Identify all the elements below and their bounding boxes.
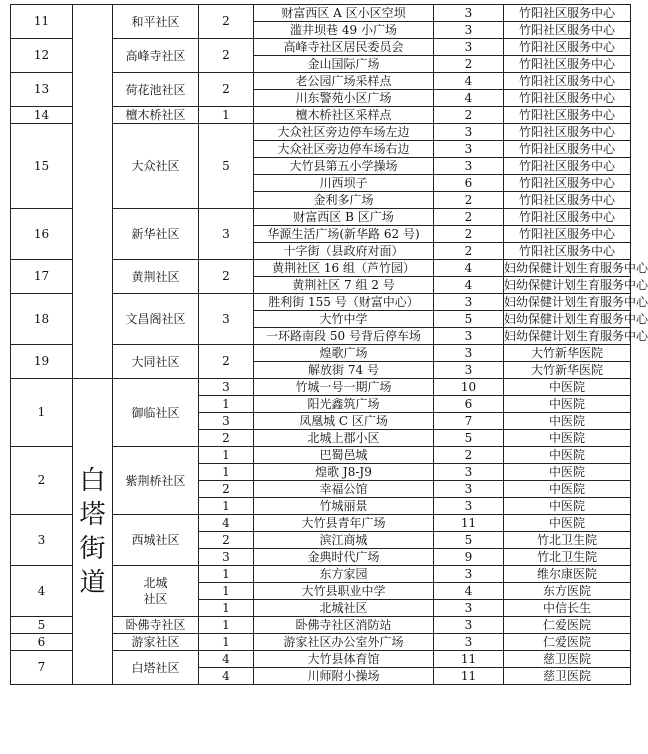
staff-number: 3 <box>434 481 504 498</box>
institution-name: 竹阳社区服务中心 <box>504 22 631 39</box>
institution-name: 竹阳社区服务中心 <box>504 209 631 226</box>
site-name: 滥井坝巷 49 小广场 <box>254 22 434 39</box>
staff-number: 3 <box>434 464 504 481</box>
site-name: 北城社区 <box>254 600 434 617</box>
staff-number: 11 <box>434 515 504 532</box>
institution-name: 竹阳社区服务中心 <box>504 5 631 22</box>
site-count: 4 <box>199 515 254 532</box>
staff-number: 2 <box>434 192 504 209</box>
street-cell-blank <box>73 5 113 379</box>
row-number: 11 <box>11 5 73 39</box>
institution-name: 中医院 <box>504 515 631 532</box>
row-number: 14 <box>11 107 73 124</box>
institution-name: 中医院 <box>504 464 631 481</box>
row-number: 19 <box>11 345 73 379</box>
institution-name: 仁爱医院 <box>504 617 631 634</box>
institution-name: 竹阳社区服务中心 <box>504 39 631 56</box>
community-name: 大同社区 <box>113 345 199 379</box>
site-count: 1 <box>199 447 254 464</box>
site-name: 凤凰城 C 区广场 <box>254 413 434 430</box>
staff-number: 3 <box>434 294 504 311</box>
site-name: 游家社区办公室外广场 <box>254 634 434 651</box>
site-name: 滨江商城 <box>254 532 434 549</box>
site-name: 竹城丽景 <box>254 498 434 515</box>
staff-number: 4 <box>434 90 504 107</box>
institution-name: 中医院 <box>504 498 631 515</box>
institution-name: 竹阳社区服务中心 <box>504 90 631 107</box>
site-name: 大众社区旁边停车场左边 <box>254 124 434 141</box>
staff-number: 4 <box>434 260 504 277</box>
community-name: 新华社区 <box>113 209 199 260</box>
staff-number: 3 <box>434 634 504 651</box>
site-name: 黄荆社区 7 组 2 号 <box>254 277 434 294</box>
site-name: 黄荆社区 16 组（芦竹园） <box>254 260 434 277</box>
staff-number: 9 <box>434 549 504 566</box>
site-name: 阳光鑫筑广场 <box>254 396 434 413</box>
site-count: 1 <box>199 396 254 413</box>
site-name: 川师附小操场 <box>254 668 434 685</box>
site-count: 1 <box>199 600 254 617</box>
staff-number: 5 <box>434 430 504 447</box>
site-name: 金利多广场 <box>254 192 434 209</box>
site-count: 2 <box>199 345 254 379</box>
institution-name: 竹阳社区服务中心 <box>504 124 631 141</box>
institution-name: 妇幼保健计划生育服务中心 <box>504 311 648 326</box>
institution-name: 维尔康医院 <box>504 566 631 583</box>
institution-name: 慈卫医院 <box>504 651 631 668</box>
institution-name: 妇幼保健计划生育服务中心 <box>504 277 648 292</box>
site-name: 竹城一号一期广场 <box>254 379 434 396</box>
row-number: 7 <box>11 651 73 685</box>
staff-number: 2 <box>434 226 504 243</box>
site-name: 华源生活广场(新华路 62 号) <box>254 226 434 243</box>
site-name: 解放街 74 号 <box>254 362 434 379</box>
site-name: 大竹县体育馆 <box>254 651 434 668</box>
staff-number: 5 <box>434 532 504 549</box>
row-number: 15 <box>11 124 73 209</box>
site-count: 2 <box>199 260 254 294</box>
community-name: 荷花池社区 <box>113 73 199 107</box>
institution-name: 妇幼保健计划生育服务中心 <box>504 328 648 343</box>
institution-name: 大竹新华医院 <box>504 362 631 379</box>
staff-number: 6 <box>434 396 504 413</box>
site-count: 1 <box>199 617 254 634</box>
staff-number: 5 <box>434 311 504 328</box>
community-name: 高峰寺社区 <box>113 39 199 73</box>
staff-number: 3 <box>434 566 504 583</box>
institution-name: 竹阳社区服务中心 <box>504 107 631 124</box>
community-name: 檀木桥社区 <box>113 107 199 124</box>
table-row <box>11 379 631 396</box>
site-name: 川东警苑小区广场 <box>254 90 434 107</box>
institution-name: 中医院 <box>504 430 631 447</box>
site-name: 东方家园 <box>254 566 434 583</box>
staff-number: 3 <box>434 141 504 158</box>
site-name: 幸福公馆 <box>254 481 434 498</box>
site-name: 大竹县青年广场 <box>254 515 434 532</box>
row-number: 16 <box>11 209 73 260</box>
staff-number: 7 <box>434 413 504 430</box>
site-name: 金山国际广场 <box>254 56 434 73</box>
institution-name: 大竹新华医院 <box>504 345 631 362</box>
site-name: 高峰寺社区居民委员会 <box>254 39 434 56</box>
community-name: 白塔社区 <box>113 651 199 685</box>
community-name: 西城社区 <box>113 515 199 566</box>
site-name: 大竹县第五小学操场 <box>254 158 434 175</box>
site-count: 4 <box>199 668 254 685</box>
site-name: 财富西区 A 区小区空坝 <box>254 5 434 22</box>
site-name: 大众社区旁边停车场右边 <box>254 141 434 158</box>
staff-number: 2 <box>434 447 504 464</box>
site-count: 1 <box>199 634 254 651</box>
site-count: 3 <box>199 209 254 260</box>
institution-name: 中医院 <box>504 447 631 464</box>
staff-number: 4 <box>434 73 504 90</box>
staff-number: 3 <box>434 5 504 22</box>
staff-number: 2 <box>434 209 504 226</box>
street-name: 白塔街道 <box>73 379 113 685</box>
table-body <box>11 5 648 685</box>
institution-name: 竹阳社区服务中心 <box>504 158 631 175</box>
institution-name: 慈卫医院 <box>504 668 631 685</box>
institution-name: 中医院 <box>504 396 631 413</box>
institution-name: 竹阳社区服务中心 <box>504 175 631 192</box>
row-number: 18 <box>11 294 73 345</box>
site-count: 3 <box>199 413 254 430</box>
site-name: 大竹中学 <box>254 311 434 328</box>
institution-name: 竹阳社区服务中心 <box>504 192 631 209</box>
site-name: 一环路南段 50 号背后停车场 <box>254 328 434 345</box>
institution-name: 中医院 <box>504 481 631 498</box>
site-name: 卧佛寺社区消防站 <box>254 617 434 634</box>
row-number: 17 <box>11 260 73 294</box>
staff-number: 3 <box>434 498 504 515</box>
institution-name: 竹阳社区服务中心 <box>504 141 631 158</box>
staff-number: 11 <box>434 651 504 668</box>
community-name: 游家社区 <box>113 634 199 651</box>
institution-name: 竹阳社区服务中心 <box>504 226 631 243</box>
institution-name: 仁爱医院 <box>504 634 631 651</box>
site-name: 金典时代广场 <box>254 549 434 566</box>
staff-number: 4 <box>434 277 504 294</box>
site-name: 檀木桥社区采样点 <box>254 107 434 124</box>
row-number: 2 <box>11 447 73 515</box>
table-row <box>11 5 631 22</box>
community-name: 大众社区 <box>113 124 199 209</box>
site-name: 煌歌广场 <box>254 345 434 362</box>
staff-number: 11 <box>434 668 504 685</box>
site-count: 3 <box>199 549 254 566</box>
institution-name: 中信长生 <box>504 600 631 617</box>
staff-number: 2 <box>434 243 504 260</box>
site-name: 川西坝子 <box>254 175 434 192</box>
site-count: 3 <box>199 294 254 345</box>
community-name: 和平社区 <box>113 5 199 39</box>
site-name: 胜利街 155 号（财富中心） <box>254 294 434 311</box>
staff-number: 3 <box>434 617 504 634</box>
institution-name: 中医院 <box>504 379 631 396</box>
row-number: 13 <box>11 73 73 107</box>
site-count: 2 <box>199 5 254 39</box>
institution-name: 中医院 <box>504 413 631 430</box>
staff-number: 3 <box>434 22 504 39</box>
site-count: 3 <box>199 379 254 396</box>
community-name: 北城 社区 <box>113 566 199 617</box>
institution-name: 竹北卫生院 <box>504 549 631 566</box>
row-number: 5 <box>11 617 73 634</box>
staff-number: 3 <box>434 328 504 345</box>
staff-number: 6 <box>434 175 504 192</box>
institution-name: 妇幼保健计划生育服务中心 <box>504 260 648 275</box>
site-name: 大竹县职业中学 <box>254 583 434 600</box>
staff-number: 3 <box>434 39 504 56</box>
institution-name: 竹阳社区服务中心 <box>504 73 631 90</box>
staff-number: 2 <box>434 56 504 73</box>
site-count: 2 <box>199 532 254 549</box>
site-name: 煌歌 J8-J9 <box>254 464 434 481</box>
site-count: 2 <box>199 73 254 107</box>
row-number: 3 <box>11 515 73 566</box>
site-name: 老公园广场采样点 <box>254 73 434 90</box>
site-count: 5 <box>199 124 254 209</box>
institution-name: 东方医院 <box>504 583 631 600</box>
row-number: 6 <box>11 634 73 651</box>
community-name: 御临社区 <box>113 379 199 447</box>
institution-name: 竹阳社区服务中心 <box>504 243 631 260</box>
institution-name: 竹阳社区服务中心 <box>504 56 631 73</box>
staff-number: 10 <box>434 379 504 396</box>
site-count: 4 <box>199 651 254 668</box>
staff-number: 4 <box>434 583 504 600</box>
site-count: 1 <box>199 498 254 515</box>
site-name: 北城上郡小区 <box>254 430 434 447</box>
community-name: 黄荆社区 <box>113 260 199 294</box>
sampling-sites-table <box>10 4 648 685</box>
institution-name: 妇幼保健计划生育服务中心 <box>504 294 648 309</box>
site-count: 1 <box>199 464 254 481</box>
site-count: 2 <box>199 481 254 498</box>
staff-number: 3 <box>434 158 504 175</box>
row-number: 4 <box>11 566 73 617</box>
site-count: 2 <box>199 39 254 73</box>
staff-number: 3 <box>434 124 504 141</box>
staff-number: 3 <box>434 345 504 362</box>
row-number: 1 <box>11 379 73 447</box>
community-name: 紫荆桥社区 <box>113 447 199 515</box>
site-count: 1 <box>199 566 254 583</box>
site-name: 财富西区 B 区广场 <box>254 209 434 226</box>
community-name: 文昌阁社区 <box>113 294 199 345</box>
institution-name: 竹北卫生院 <box>504 532 631 549</box>
staff-number: 2 <box>434 107 504 124</box>
site-name: 十字街（县政府对面） <box>254 243 434 260</box>
site-count: 1 <box>199 583 254 600</box>
site-count: 1 <box>199 107 254 124</box>
site-name: 巴蜀邑城 <box>254 447 434 464</box>
community-name: 卧佛寺社区 <box>113 617 199 634</box>
site-count: 2 <box>199 430 254 447</box>
staff-number: 3 <box>434 362 504 379</box>
row-number: 12 <box>11 39 73 73</box>
staff-number: 3 <box>434 600 504 617</box>
